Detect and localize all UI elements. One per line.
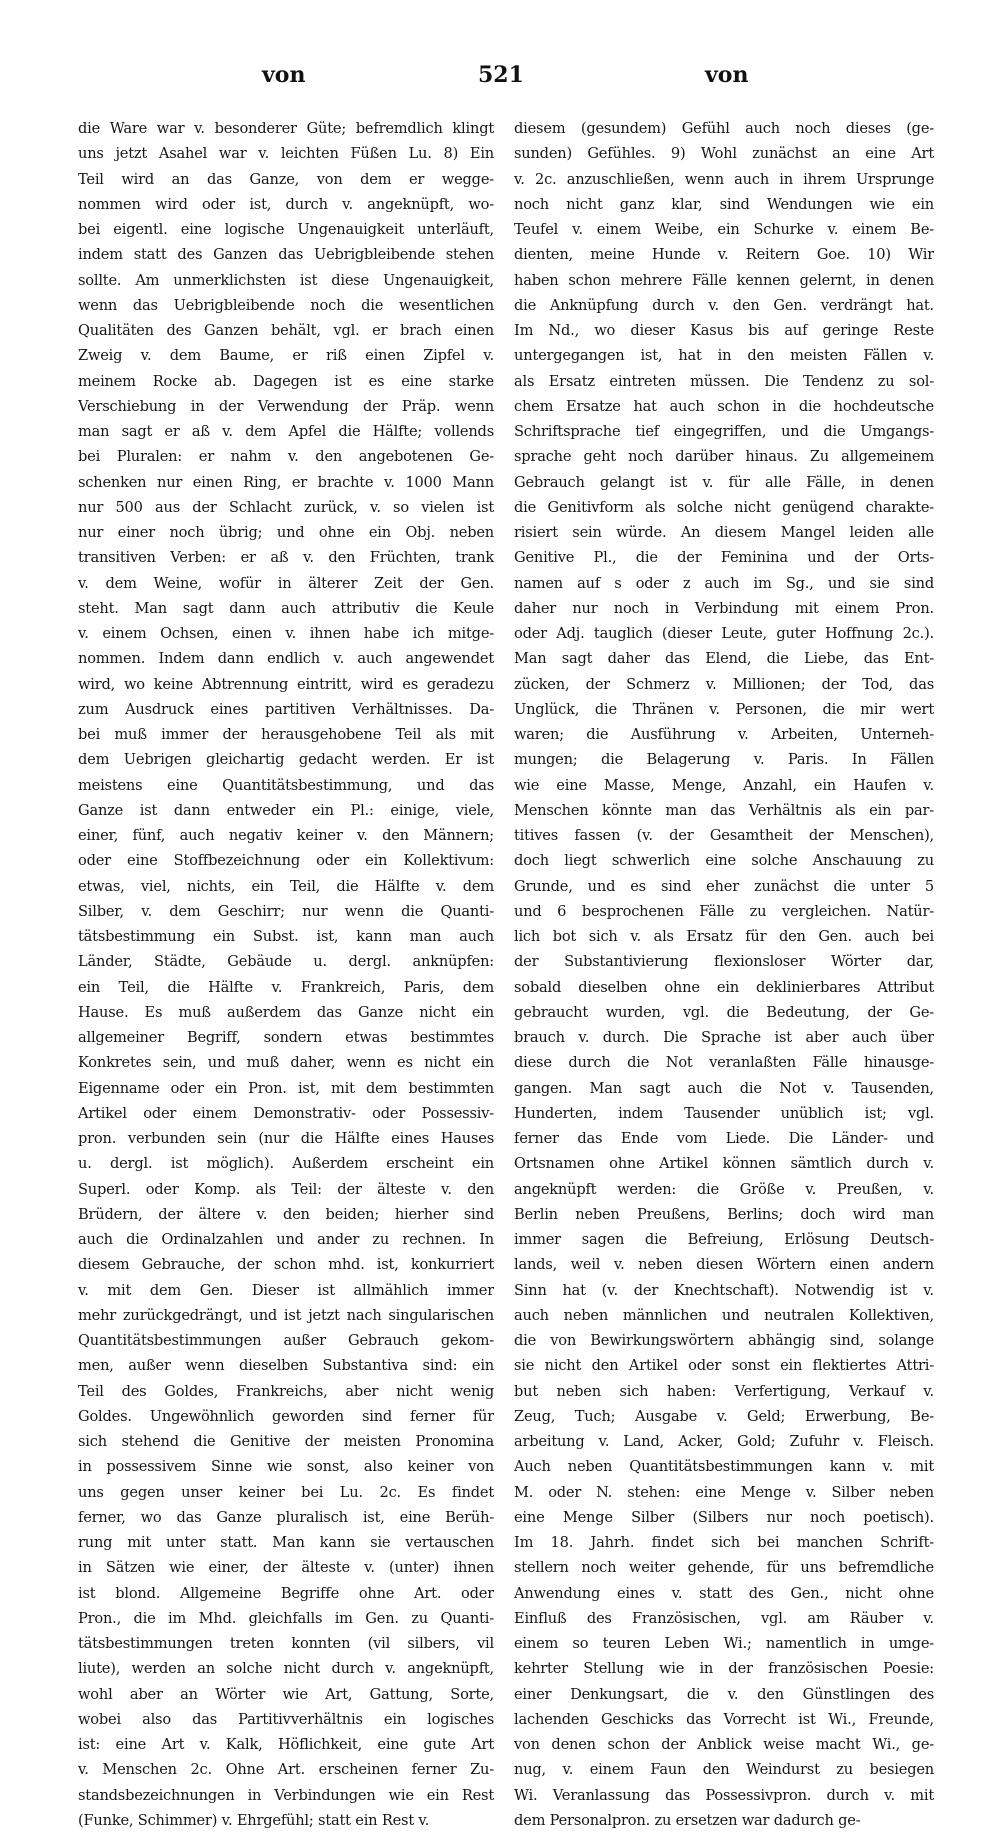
text-line: der Substantivierung flexionsloser Wörter dar, bbox=[514, 953, 934, 971]
text-line: v. Menschen 2c. Ohne Art. erscheinen ferner Zu- bbox=[78, 1761, 494, 1779]
text-line: oder eine Stoffbezeichnung oder ein Kollektivum: bbox=[78, 852, 494, 870]
text-line: Menschen könnte man das Verhältnis als ein par- bbox=[514, 801, 934, 819]
text-line: Konkretes sein, und muß daher, wenn es nicht ein bbox=[78, 1054, 494, 1072]
text-line: einer, fünf, auch negativ keiner v. den Männern; bbox=[78, 827, 494, 844]
text-line: diesem (gesundem) Gefühl auch noch dieses (ge- bbox=[514, 120, 934, 137]
text-line: lich bot sich v. als Ersatz für den Gen. auch bei bbox=[514, 928, 934, 945]
text-line: Teufel v. einem Weibe, ein Schurke v. einem Be- bbox=[514, 221, 934, 238]
text-line: M. oder N. stehen: eine Menge v. Silber neben bbox=[514, 1483, 934, 1501]
text-line: indem statt des Ganzen das Uebrigbleibende stehen bbox=[78, 246, 494, 264]
text-line: Anwendung eines v. statt des Gen., nicht ohne bbox=[514, 1584, 934, 1602]
text-line: Gebrauch gelangt ist v. für alle Fälle, in denen bbox=[514, 473, 934, 491]
text-line: chem Ersatze hat auch schon in die hochdeutsche bbox=[514, 397, 934, 415]
text-line: titives fassen (v. der Gesamtheit der Menschen), bbox=[514, 827, 934, 844]
text-line: transitiven Verben: er aß v. den Früchten, trank bbox=[78, 549, 494, 567]
text-line: Quantitätsbestimmungen außer Gebrauch gekom- bbox=[78, 1332, 494, 1349]
text-line: bei muß immer der herausgehobene Teil als mit bbox=[78, 726, 494, 743]
text-line: noch nicht ganz klar, sind Wendungen wie ein bbox=[514, 195, 934, 213]
text-line: Eigenname oder ein Pron. ist, mit dem bestimmten bbox=[78, 1079, 494, 1097]
text-line: Qualitäten des Ganzen behält, vgl. er brach einen bbox=[78, 322, 494, 339]
text-line: gebraucht wurden, vgl. die Bedeutung, der Ge- bbox=[514, 1003, 934, 1021]
text-line: auch die Ordinalzahlen und ander zu rechnen. In bbox=[78, 1231, 494, 1248]
text-line: zum Ausdruck eines partitiven Verhältnisses. Da- bbox=[78, 700, 494, 718]
text-line: lachenden Geschicks das Vorrecht ist Wi., Freunde, bbox=[514, 1710, 934, 1728]
text-line: nug, v. einem Faun den Weindurst zu besiegen bbox=[514, 1761, 934, 1779]
text-line: wie eine Masse, Menge, Anzahl, ein Haufen v. bbox=[514, 776, 934, 794]
text-line: Artikel oder einem Demonstrativ- oder Possessiv- bbox=[78, 1104, 494, 1122]
text-line: nommen. Indem dann endlich v. auch angewendet bbox=[78, 650, 494, 668]
text-line: liute), werden an solche nicht durch v. angeknüpft, bbox=[78, 1660, 494, 1678]
text-line: waren; die Ausführung v. Arbeiten, Unterneh- bbox=[514, 726, 934, 743]
text-line: haben schon mehrere Fälle kennen gelernt, in denen bbox=[514, 271, 934, 289]
text-line: oder Adj. tauglich (dieser Leute, guter Hoffnung 2c.). bbox=[514, 625, 934, 642]
text-line: Im 18. Jahrh. findet sich bei manchen Schrift- bbox=[514, 1534, 934, 1551]
text-line: Hause. Es muß außerdem das Ganze nicht ein bbox=[78, 1003, 494, 1021]
text-line: ferner das Ende vom Liede. Die Länder- und bbox=[514, 1130, 934, 1147]
text-line: Pron., die im Mhd. gleichfalls im Gen. zu Quanti- bbox=[78, 1609, 494, 1627]
text-line: uns jetzt Asahel war v. leichten Füßen Lu. 8) Ein bbox=[78, 145, 494, 163]
text-line: lands, weil v. neben diesen Wörtern einen andern bbox=[514, 1256, 934, 1274]
text-line: sie nicht den Artikel oder sonst ein flektiertes Attri- bbox=[514, 1357, 934, 1375]
text-line: Zeug, Tuch; Ausgabe v. Geld; Erwerbung, Be- bbox=[514, 1407, 934, 1425]
text-line: Einfluß des Französischen, vgl. am Räuber v. bbox=[514, 1609, 934, 1627]
text-line: Ortsnamen ohne Artikel können sämtlich durch v. bbox=[514, 1155, 934, 1173]
text-line: einem so teuren Leben Wi.; namentlich in umge- bbox=[514, 1635, 934, 1652]
text-line: sunden) Gefühles. 9) Wohl zunächst an eine Art bbox=[514, 145, 934, 163]
text-line: v. einem Ochsen, einen v. ihnen habe ich mitge- bbox=[78, 625, 494, 642]
text-line: nur einer noch übrig; und ohne ein Obj. neben bbox=[78, 524, 494, 541]
text-line: als Ersatz eintreten müssen. Die Tendenz zu sol- bbox=[514, 372, 934, 390]
running-head-right: von bbox=[705, 62, 749, 88]
text-line: Grunde, und es sind eher zunächst die unter 5 bbox=[514, 877, 934, 895]
text-line: Schriftsprache tief eingegriffen, und die Umgangs- bbox=[514, 423, 934, 440]
text-line: in possessivem Sinne wie sonst, also keiner von bbox=[78, 1458, 494, 1476]
text-line: von denen schon der Anblick weise macht Wi., ge- bbox=[514, 1736, 934, 1753]
text-line: Unglück, die Thränen v. Personen, die mir wert bbox=[514, 700, 934, 718]
text-line: men, außer wenn dieselben Substantiva sind: ein bbox=[78, 1357, 494, 1375]
text-line: Superl. oder Komp. als Teil: der älteste v. den bbox=[78, 1180, 494, 1198]
text-line: but neben sich haben: Verfertigung, Verkauf v. bbox=[514, 1382, 934, 1400]
text-column-left bbox=[78, 116, 494, 1833]
text-line: wobei also das Partitivverhältnis ein logisches bbox=[78, 1710, 494, 1728]
text-line: sich stehend die Genitive der meisten Pronomina bbox=[78, 1433, 494, 1450]
text-line: daher nur noch in Verbindung mit einem Pron. bbox=[514, 599, 934, 617]
text-line: wird, wo keine Abtrennung eintritt, wird es geradezu bbox=[78, 675, 494, 693]
text-line: wenn das Uebrigbleibende noch die wesentlichen bbox=[78, 296, 494, 314]
text-line: Länder, Städte, Gebäude u. dergl. anknüpfen: bbox=[78, 953, 494, 971]
text-line: arbeitung v. Land, Acker, Gold; Zufuhr v. Fleisch. bbox=[514, 1433, 934, 1450]
running-head-left: von bbox=[262, 62, 306, 88]
text-line: bei Pluralen: er nahm v. den angebotenen Ge- bbox=[78, 448, 494, 466]
text-line: Zweig v. dem Baume, er riß einen Zipfel v. bbox=[78, 347, 494, 365]
text-line: ein Teil, die Hälfte v. Frankreich, Paris, dem bbox=[78, 978, 494, 996]
text-line: sobald dieselben ohne ein deklinierbares Attribut bbox=[514, 978, 934, 996]
text-line: schenken nur einen Ring, er brachte v. 1000 Mann bbox=[78, 473, 494, 491]
text-line: doch liegt schwerlich eine solche Anschauung zu bbox=[514, 852, 934, 870]
text-line: tätsbestimmung ein Subst. ist, kann man auch bbox=[78, 928, 494, 945]
text-line: v. mit dem Gen. Dieser ist allmählich immer bbox=[78, 1281, 494, 1299]
text-line: Teil wird an das Ganze, von dem er wegge- bbox=[78, 170, 494, 188]
text-line: einer Denkungsart, die v. den Günstlingen des bbox=[514, 1685, 934, 1703]
text-line: die Ware war v. besonderer Güte; befremdlich klingt bbox=[78, 120, 494, 137]
text-line: Man sagt daher das Elend, die Liebe, das Ent- bbox=[514, 650, 934, 668]
text-line: Sinn hat (v. der Knechtschaft). Notwendig ist v. bbox=[514, 1281, 934, 1299]
text-line: auch neben männlichen und neutralen Kollektiven, bbox=[514, 1306, 934, 1324]
text-line: Goldes. Ungewöhnlich geworden sind ferner für bbox=[78, 1407, 494, 1425]
text-line: ferner, wo das Ganze pluralisch ist, eine Berüh- bbox=[78, 1508, 494, 1526]
text-line: mungen; die Belagerung v. Paris. In Fällen bbox=[514, 751, 934, 769]
text-line: dienten, meine Hunde v. Reitern Goe. 10) Wir bbox=[514, 246, 934, 264]
text-line: Teil des Goldes, Frankreichs, aber nicht wenig bbox=[78, 1382, 494, 1400]
page-number: 521 bbox=[478, 62, 524, 88]
text-line: wohl aber an Wörter wie Art, Gattung, Sorte, bbox=[78, 1685, 494, 1703]
text-line: rung mit unter statt. Man kann sie vertauschen bbox=[78, 1534, 494, 1551]
text-line: Wi. Veranlassung das Possessivpron. durch v. mit bbox=[514, 1786, 934, 1804]
text-line: etwas, viel, nichts, ein Teil, die Hälfte v. dem bbox=[78, 877, 494, 895]
text-line: dem Personalpron. zu ersetzen war dadurch ge- bbox=[514, 1811, 861, 1829]
text-line: sollte. Am unmerklichsten ist diese Ungenauigkeit, bbox=[78, 271, 494, 289]
text-line: die Genitivform als solche nicht genügend charakte- bbox=[514, 498, 934, 516]
text-line: risiert sein würde. An diesem Mangel leiden alle bbox=[514, 524, 934, 541]
text-line: diese durch die Not veranlaßten Fälle hinausge- bbox=[514, 1054, 934, 1072]
text-line: meinem Rocke ab. Dagegen ist es eine starke bbox=[78, 372, 494, 390]
text-line: die Anknüpfung durch v. den Gen. verdrängt hat. bbox=[514, 296, 934, 314]
text-line: eine Menge Silber (Silbers nur noch poetisch). bbox=[514, 1508, 934, 1526]
text-line: Ganze ist dann entweder ein Pl.: einige, viele, bbox=[78, 801, 494, 819]
text-line: immer sagen die Befreiung, Erlösung Deutsch- bbox=[514, 1231, 934, 1248]
text-line: die von Bewirkungswörtern abhängig sind, solange bbox=[514, 1332, 934, 1349]
text-line: nur 500 aus der Schlacht zurück, v. so vielen ist bbox=[78, 498, 494, 516]
text-line: (Funke, Schimmer) v. Ehrgefühl; statt ein Rest v. bbox=[78, 1811, 430, 1829]
text-line: Berlin neben Preußens, Berlins; doch wird man bbox=[514, 1205, 934, 1223]
text-line: allgemeiner Begriff, sondern etwas bestimmtes bbox=[78, 1029, 494, 1046]
text-line: Verschiebung in der Verwendung der Präp. wenn bbox=[78, 397, 494, 415]
text-line: steht. Man sagt dann auch attributiv die Keule bbox=[78, 599, 494, 617]
text-line: diesem Gebrauche, der schon mhd. ist, konkurriert bbox=[78, 1256, 494, 1274]
text-line: v. dem Weine, wofür in älterer Zeit der Gen. bbox=[78, 574, 494, 592]
text-line: sprache geht noch darüber hinaus. Zu allgemeinem bbox=[514, 448, 934, 466]
text-line: pron. verbunden sein (nur die Hälfte eines Hauses bbox=[78, 1130, 494, 1147]
text-line: nommen wird oder ist, durch v. angeknüpft, wo- bbox=[78, 195, 494, 213]
text-line: Silber, v. dem Geschirr; nur wenn die Quanti- bbox=[78, 902, 494, 920]
text-line: kehrter Stellung wie in der französischen Poesie: bbox=[514, 1660, 934, 1678]
text-line: in Sätzen wie einer, der älteste v. (unter) ihnen bbox=[78, 1559, 494, 1577]
text-line: Brüdern, der ältere v. den beiden; hierher sind bbox=[78, 1205, 494, 1223]
text-line: namen auf s oder z auch im Sg., und sie sind bbox=[514, 574, 934, 592]
text-line: Auch neben Quantitätsbestimmungen kann v. mit bbox=[514, 1458, 934, 1476]
text-line: ist: eine Art v. Kalk, Höflichkeit, eine gute Art bbox=[78, 1736, 494, 1753]
text-line: u. dergl. ist möglich). Außerdem erscheint ein bbox=[78, 1155, 494, 1173]
text-line: dem Uebrigen gleichartig gedacht werden. Er ist bbox=[78, 751, 494, 769]
text-line: gangen. Man sagt auch die Not v. Tausenden, bbox=[514, 1079, 934, 1097]
text-line: Hunderten, indem Tausender unüblich ist; vgl. bbox=[514, 1104, 934, 1122]
text-column-right bbox=[514, 116, 934, 1833]
text-line: uns gegen unser keiner bei Lu. 2c. Es findet bbox=[78, 1483, 494, 1501]
text-line: meistens eine Quantitätsbestimmung, und das bbox=[78, 776, 494, 794]
text-line: und 6 besprochenen Fälle zu vergleichen. Natür- bbox=[514, 902, 934, 920]
text-line: standsbezeichnungen in Verbindungen wie ein Rest bbox=[78, 1786, 494, 1804]
text-line: Im Nd., wo dieser Kasus bis auf geringe Reste bbox=[514, 322, 934, 339]
text-line: v. 2c. anzuschließen, wenn auch in ihrem Ursprunge bbox=[514, 170, 934, 188]
text-line: mehr zurückgedrängt, und ist jetzt nach singularischen bbox=[78, 1306, 494, 1324]
text-line: stellern noch weiter gehende, für uns befremdliche bbox=[514, 1559, 934, 1577]
text-line: ist blond. Allgemeine Begriffe ohne Art. oder bbox=[78, 1584, 494, 1602]
text-line: brauch v. durch. Die Sprache ist aber auch über bbox=[514, 1029, 934, 1046]
text-line: man sagt er aß v. dem Apfel die Hälfte; vollends bbox=[78, 423, 494, 440]
text-line: tätsbestimmungen treten konnten (vil silbers, vil bbox=[78, 1635, 494, 1652]
text-line: angeknüpft werden: die Größe v. Preußen, v. bbox=[514, 1180, 934, 1198]
text-line: untergegangen ist, hat in den meisten Fällen v. bbox=[514, 347, 934, 365]
text-line: Genitive Pl., die der Feminina und der Orts- bbox=[514, 549, 934, 567]
text-line: zücken, der Schmerz v. Millionen; der Tod, das bbox=[514, 675, 934, 693]
text-line: bei eigentl. eine logische Ungenauigkeit unterläuft, bbox=[78, 221, 494, 238]
